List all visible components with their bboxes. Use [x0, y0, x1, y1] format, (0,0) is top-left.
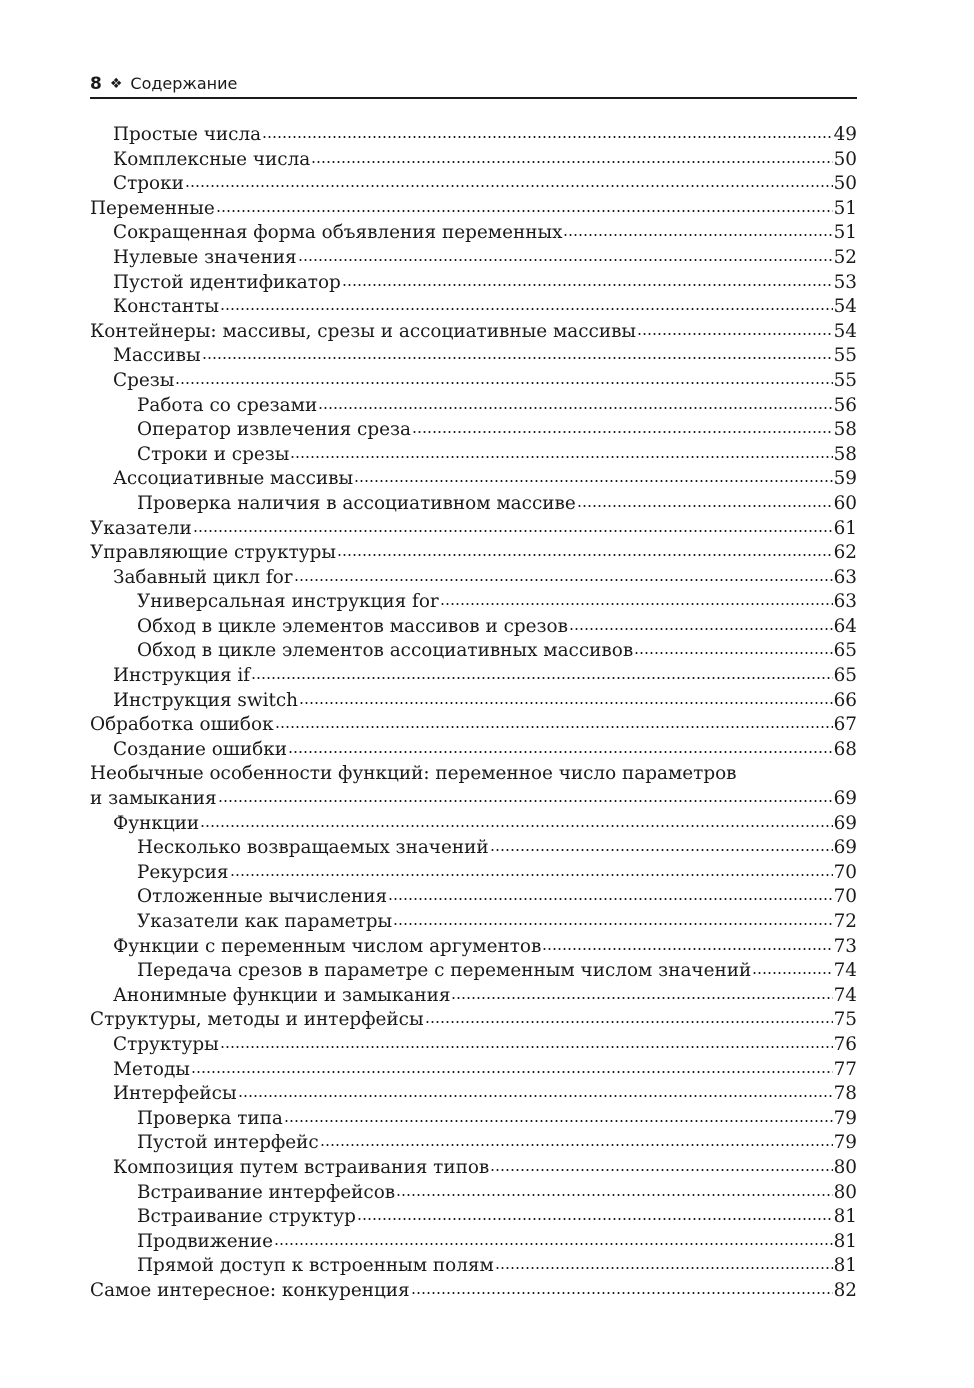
toc-entry-title: Пустой идентификатор — [113, 271, 341, 293]
toc-entry-page-number: 69 — [833, 837, 857, 859]
toc-entry[interactable] — [90, 615, 857, 640]
toc-entry-page-number: 79 — [833, 1132, 857, 1154]
toc-entry[interactable] — [90, 1230, 857, 1255]
dot-leader — [230, 873, 833, 877]
toc-entry[interactable] — [90, 246, 857, 271]
toc-entry-title: Обход в цикле элементов массивов и срезов — [137, 615, 568, 637]
dot-leader — [175, 381, 832, 385]
toc-entry-title: Управляющие структуры — [90, 542, 336, 564]
toc-entry-page-number: 58 — [833, 419, 857, 441]
toc-entry[interactable] — [90, 1205, 857, 1230]
dot-leader — [193, 529, 833, 533]
toc-entry-page-number: 54 — [833, 296, 857, 318]
toc-entry-title: Забавный цикл for — [113, 566, 293, 588]
dot-leader — [752, 971, 832, 975]
toc-entry-page-number: 63 — [833, 566, 857, 588]
dot-leader — [451, 996, 832, 1000]
toc-entry-page-number: 77 — [833, 1058, 857, 1080]
toc-entry-title: Переменные — [90, 197, 215, 219]
toc-entry-page-number: 54 — [833, 320, 857, 342]
toc-entry-title: Самое интересное: конкуренция — [90, 1279, 410, 1301]
dot-leader — [412, 430, 833, 434]
toc-entry-page-number: 73 — [833, 935, 857, 957]
table-of-contents — [90, 123, 857, 1304]
toc-entry-title: и замыкания — [90, 788, 217, 810]
toc-entry[interactable] — [90, 123, 857, 148]
dot-leader — [288, 750, 833, 754]
toc-entry-title: Передача срезов в параметре с переменным числом значений — [137, 960, 752, 982]
toc-entry[interactable] — [90, 271, 857, 296]
toc-entry[interactable] — [90, 1107, 857, 1132]
toc-entry[interactable] — [90, 394, 857, 419]
toc-entry[interactable] — [90, 172, 857, 197]
toc-entry[interactable] — [90, 664, 857, 689]
toc-entry[interactable] — [90, 197, 857, 222]
toc-entry-page-number: 82 — [833, 1279, 857, 1301]
toc-entry-title: Универсальная инструкция for — [137, 591, 439, 613]
toc-entry-page-number: 81 — [833, 1206, 857, 1228]
toc-entry[interactable] — [90, 787, 857, 812]
dot-leader — [202, 356, 833, 360]
dot-leader — [357, 1217, 833, 1221]
toc-entry-page-number: 74 — [833, 960, 857, 982]
page-number: 8 — [90, 74, 102, 94]
toc-entry-page-number: 75 — [833, 1009, 857, 1031]
page-header — [90, 71, 857, 99]
dot-leader — [563, 233, 832, 237]
dot-leader — [298, 258, 833, 262]
toc-entry-page-number: 81 — [833, 1230, 857, 1252]
toc-entry-title: Анонимные функции и замыкания — [113, 984, 451, 1006]
toc-entry-title: Интерфейсы — [113, 1083, 237, 1105]
toc-entry-page-number: 67 — [833, 714, 857, 736]
toc-entry[interactable] — [90, 689, 857, 714]
toc-entry-page-number: 50 — [833, 173, 857, 195]
dot-leader — [354, 479, 832, 483]
toc-entry-title: Инструкция switch — [113, 689, 298, 711]
toc-entry-title: Встраивание интерфейсов — [137, 1181, 396, 1203]
toc-entry-title: Несколько возвращаемых значений — [137, 837, 489, 859]
section-title: Содержание — [130, 74, 238, 93]
dot-leader — [388, 897, 833, 901]
toc-entry-title: Работа со срезами — [137, 394, 318, 416]
toc-entry-title: Строки и срезы — [137, 443, 290, 465]
toc-entry-page-number: 81 — [833, 1255, 857, 1277]
toc-entry[interactable] — [90, 1082, 857, 1107]
toc-entry-title: Оператор извлечения среза — [137, 419, 411, 441]
toc-entry[interactable] — [90, 1279, 857, 1304]
toc-entry-title: Проверка типа — [137, 1107, 283, 1129]
ornament-separator-icon: ❖ — [109, 76, 123, 92]
toc-entry-page-number: 74 — [833, 984, 857, 1006]
toc-entry-title: Встраивание структур — [137, 1206, 356, 1228]
toc-entry-title: Создание ошибки — [113, 738, 287, 760]
toc-entry[interactable] — [90, 344, 857, 369]
dot-leader — [238, 1094, 833, 1098]
toc-entry-page-number: 80 — [833, 1181, 857, 1203]
dot-leader — [569, 627, 833, 631]
toc-entry-page-number: 79 — [833, 1107, 857, 1129]
dot-leader — [251, 676, 833, 680]
toc-entry-page-number: 78 — [833, 1083, 857, 1105]
toc-entry-title: Указатели — [90, 517, 192, 539]
toc-entry-page-number: 51 — [833, 197, 857, 219]
toc-entry-page-number: 53 — [833, 271, 857, 293]
toc-entry[interactable] — [90, 1131, 857, 1156]
toc-entry-page-number: 68 — [833, 738, 857, 760]
dot-leader — [490, 848, 833, 852]
toc-entry-title: Структуры — [113, 1033, 219, 1055]
toc-entry-page-number: 63 — [833, 591, 857, 613]
toc-entry-title: Отложенные вычисления — [137, 886, 388, 908]
toc-entry[interactable] — [90, 467, 857, 492]
dot-leader — [440, 602, 833, 606]
toc-entry-page-number: 69 — [833, 788, 857, 810]
toc-entry-page-number: 50 — [833, 148, 857, 170]
toc-entry[interactable] — [90, 541, 857, 566]
dot-leader — [185, 184, 833, 188]
toc-entry-page-number: 58 — [833, 443, 857, 465]
toc-entry-title: Контейнеры: массивы, срезы и ассоциативные массивы — [90, 320, 637, 342]
toc-entry[interactable] — [90, 1156, 857, 1181]
toc-entry-title: Необычные особенности функций: переменное число параметров — [90, 763, 737, 785]
toc-entry-title: Пустой интерфейс — [137, 1132, 319, 1154]
toc-entry-title: Прямой доступ к встроенным полям — [137, 1255, 494, 1277]
dot-leader — [396, 1193, 832, 1197]
dot-leader — [393, 922, 832, 926]
dot-leader — [200, 824, 832, 828]
toc-entry[interactable] — [90, 861, 857, 886]
dot-leader — [220, 307, 833, 311]
toc-entry-title: Срезы — [113, 369, 175, 391]
toc-entry[interactable] — [90, 836, 857, 861]
toc-entry-title: Методы — [113, 1058, 190, 1080]
toc-entry[interactable] — [90, 148, 857, 173]
toc-entry-title: Строки — [113, 173, 184, 195]
toc-entry-title: Комплексные числа — [113, 148, 311, 170]
toc-entry[interactable] — [90, 885, 857, 910]
dot-leader — [318, 406, 832, 410]
dot-leader — [320, 1143, 833, 1147]
toc-entry[interactable] — [90, 1033, 857, 1058]
toc-entry-title: Рекурсия — [137, 861, 229, 883]
toc-entry[interactable] — [90, 1254, 857, 1279]
toc-entry-page-number: 51 — [833, 222, 857, 244]
dot-leader — [274, 1242, 833, 1246]
toc-entry[interactable] — [90, 713, 857, 738]
toc-entry-title: Структуры, методы и интерфейсы — [90, 1009, 424, 1031]
dot-leader — [294, 578, 833, 582]
toc-entry[interactable] — [90, 517, 857, 542]
toc-entry[interactable] — [90, 492, 857, 517]
toc-entry[interactable] — [90, 935, 857, 960]
dot-leader — [290, 455, 832, 459]
toc-entry[interactable] — [90, 1058, 857, 1083]
toc-entry-title: Ассоциативные массивы — [113, 468, 354, 490]
toc-entry[interactable] — [90, 984, 857, 1009]
toc-entry[interactable] — [90, 418, 857, 443]
dot-leader — [191, 1070, 833, 1074]
toc-entry[interactable] — [90, 1008, 857, 1033]
toc-entry-title: Указатели как параметры — [137, 911, 393, 932]
toc-entry[interactable] — [90, 590, 857, 615]
dot-leader — [220, 1045, 833, 1049]
dot-leader — [216, 209, 833, 213]
toc-entry-page-number: 72 — [833, 911, 857, 932]
toc-entry[interactable] — [90, 959, 857, 984]
toc-entry[interactable] — [90, 295, 857, 320]
toc-entry-title: Функции с переменным числом аргументов — [113, 935, 542, 957]
dot-leader — [634, 651, 832, 655]
toc-entry-title: Обработка ошибок — [90, 714, 274, 736]
toc-entry-title: Обход в цикле элементов ассоциативных массивов — [137, 640, 634, 662]
toc-entry-title: Композиция путем встраивания типов — [113, 1156, 490, 1178]
toc-entry-page-number: 52 — [833, 246, 857, 268]
dot-leader — [342, 283, 833, 287]
toc-entry-page-number: 65 — [833, 640, 857, 662]
toc-entry-title: Продвижение — [137, 1230, 274, 1252]
toc-entry-page-number: 65 — [833, 665, 857, 687]
dot-leader — [262, 135, 833, 139]
toc-entry[interactable] — [90, 221, 857, 246]
toc-entry-title: Сокращенная форма объявления переменных — [113, 222, 563, 244]
toc-entry[interactable] — [90, 639, 857, 664]
toc-entry-page-number: 76 — [833, 1033, 857, 1055]
toc-entry[interactable] — [90, 369, 857, 394]
toc-entry-page-number: 64 — [833, 615, 857, 637]
dot-leader — [411, 1291, 833, 1295]
toc-entry[interactable] — [90, 443, 857, 468]
toc-entry-title: Константы — [113, 296, 220, 318]
toc-entry[interactable] — [90, 762, 857, 787]
toc-entry[interactable] — [90, 1181, 857, 1206]
toc-entry-title: Проверка наличия в ассоциативном массиве — [137, 492, 576, 514]
toc-entry-title: Функции — [113, 812, 200, 834]
toc-entry[interactable] — [90, 812, 857, 837]
toc-entry-page-number: 70 — [833, 861, 857, 883]
toc-entry-title: Массивы — [113, 345, 201, 367]
dot-leader — [425, 1020, 833, 1024]
toc-entry[interactable] — [90, 910, 857, 935]
dot-leader — [637, 332, 833, 336]
dot-leader — [542, 947, 832, 951]
toc-entry-title: Инструкция if — [113, 665, 251, 687]
toc-entry-page-number: 60 — [833, 492, 857, 514]
dot-leader — [337, 553, 833, 557]
toc-entry-page-number: 59 — [833, 468, 857, 490]
toc-entry[interactable] — [90, 320, 857, 345]
toc-entry-page-number: 49 — [833, 124, 857, 145]
dot-leader — [218, 799, 833, 803]
dot-leader — [490, 1168, 832, 1172]
dot-leader — [577, 504, 833, 508]
toc-entry-page-number: 55 — [833, 345, 857, 367]
toc-entry[interactable] — [90, 738, 857, 763]
dot-leader — [275, 725, 833, 729]
toc-entry-page-number: 62 — [833, 542, 857, 564]
toc-entry-page-number: 66 — [833, 689, 857, 711]
toc-entry-page-number: 61 — [833, 517, 857, 539]
toc-entry-page-number: 56 — [833, 394, 857, 416]
toc-entry-page-number: 69 — [833, 812, 857, 834]
toc-entry-page-number: 55 — [833, 369, 857, 391]
toc-entry-page-number: 70 — [833, 886, 857, 908]
toc-entry-title: Простые числа — [113, 124, 262, 145]
dot-leader — [311, 160, 832, 164]
dot-leader — [284, 1119, 833, 1123]
dot-leader — [299, 701, 833, 705]
toc-entry-title: Нулевые значения — [113, 246, 297, 268]
dot-leader — [495, 1266, 833, 1270]
toc-entry-page-number: 80 — [833, 1156, 857, 1178]
toc-entry[interactable] — [90, 566, 857, 591]
